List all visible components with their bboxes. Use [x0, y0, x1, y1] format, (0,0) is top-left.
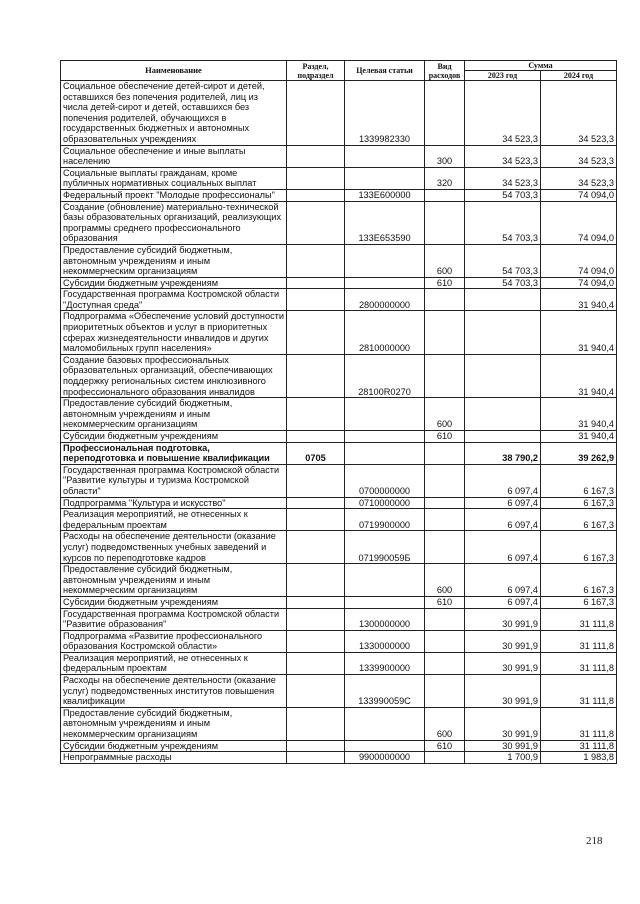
cell-expense-type	[425, 289, 465, 311]
cell-target-code	[345, 431, 425, 443]
cell-name: Субсидии бюджетным учреждениям	[61, 431, 287, 443]
table-body	[61, 81, 617, 764]
cell-section	[287, 277, 345, 289]
cell-sum-2023: 6 097,4	[465, 464, 541, 497]
cell-sum-2023: 6 097,4	[465, 509, 541, 531]
cell-target-code: 28100R0270	[345, 354, 425, 397]
cell-target-code	[345, 145, 425, 167]
table-row	[61, 497, 617, 509]
cell-sum-2023	[465, 398, 541, 431]
cell-section	[287, 189, 345, 201]
table-row	[61, 431, 617, 443]
header-section: Раздел, подраздел	[287, 61, 345, 81]
table-row	[61, 201, 617, 244]
cell-name: Непрограммные расходы	[61, 752, 287, 764]
table-row	[61, 354, 617, 397]
header-sum: Сумма	[465, 61, 617, 71]
cell-section	[287, 464, 345, 497]
budget-table	[60, 60, 617, 764]
cell-sum-2023: 34 523,3	[465, 81, 541, 146]
cell-name: Профессиональная подготовка, переподготовка и повышение квалификации	[61, 442, 287, 464]
cell-section	[287, 531, 345, 564]
cell-expense-type	[425, 531, 465, 564]
cell-name: Предоставление субсидий бюджетным, автономным учреждениям и иным некоммерческим организациям	[61, 244, 287, 277]
table-row	[61, 311, 617, 354]
cell-expense-type: 610	[425, 431, 465, 443]
table-row	[61, 277, 617, 289]
cell-sum-2024: 6 167,3	[541, 497, 617, 509]
cell-sum-2024: 31 111,8	[541, 707, 617, 740]
cell-sum-2024: 34 523,3	[541, 145, 617, 167]
table-row	[61, 509, 617, 531]
cell-name: Государственная программа Костромской области "Доступная среда"	[61, 289, 287, 311]
cell-section	[287, 740, 345, 752]
cell-sum-2024: 31 111,8	[541, 740, 617, 752]
cell-sum-2023: 54 703,3	[465, 277, 541, 289]
cell-expense-type: 600	[425, 244, 465, 277]
cell-name: Предоставление субсидий бюджетным, автономным учреждениям и иным некоммерческим организациям	[61, 707, 287, 740]
cell-section	[287, 752, 345, 764]
cell-section	[287, 509, 345, 531]
table-row	[61, 608, 617, 630]
cell-section	[287, 630, 345, 652]
cell-sum-2023	[465, 431, 541, 443]
cell-expense-type	[425, 630, 465, 652]
cell-name: Государственная программа Костромской области "Развитие образования"	[61, 608, 287, 630]
cell-target-code	[345, 596, 425, 608]
table-row	[61, 652, 617, 674]
cell-section	[287, 608, 345, 630]
cell-sum-2024: 74 094,0	[541, 277, 617, 289]
cell-section	[287, 497, 345, 509]
cell-sum-2023: 1 700,9	[465, 752, 541, 764]
cell-sum-2024: 31 940,4	[541, 431, 617, 443]
cell-expense-type	[425, 497, 465, 509]
cell-expense-type	[425, 311, 465, 354]
cell-expense-type	[425, 442, 465, 464]
table-header	[61, 61, 617, 81]
table-row	[61, 167, 617, 189]
cell-expense-type	[425, 81, 465, 146]
cell-name: Предоставление субсидий бюджетным, автономным учреждениям и иным некоммерческим организациям	[61, 564, 287, 597]
table-row	[61, 707, 617, 740]
cell-sum-2023: 6 097,4	[465, 564, 541, 597]
cell-sum-2024: 6 167,3	[541, 509, 617, 531]
cell-sum-2024: 31 940,4	[541, 398, 617, 431]
cell-sum-2024: 31 111,8	[541, 608, 617, 630]
cell-sum-2024: 31 940,4	[541, 289, 617, 311]
cell-name: Подпрограмма «Обеспечение условий доступности приоритетных объектов и услуг в приоритетных сферах жизнедеятельности инвалидов и других маломобильных групп населения»	[61, 311, 287, 354]
cell-sum-2024: 6 167,3	[541, 464, 617, 497]
cell-expense-type	[425, 189, 465, 201]
cell-sum-2024: 1 983,8	[541, 752, 617, 764]
cell-sum-2023: 54 703,3	[465, 244, 541, 277]
cell-section	[287, 244, 345, 277]
cell-expense-type: 600	[425, 707, 465, 740]
cell-target-code: 071990059Б	[345, 531, 425, 564]
header-target: Целевая статьи	[345, 61, 425, 81]
table-row	[61, 564, 617, 597]
cell-target-code	[345, 740, 425, 752]
page-number: 218	[586, 835, 603, 847]
cell-name: Расходы на обеспечение деятельности (оказание услуг) подведомственных учебных заведений и курсов по переподготовке кадров	[61, 531, 287, 564]
cell-sum-2023: 30 991,9	[465, 630, 541, 652]
cell-section	[287, 431, 345, 443]
cell-expense-type	[425, 354, 465, 397]
cell-name: Предоставление субсидий бюджетным, автономным учреждениям и иным некоммерческим организациям	[61, 398, 287, 431]
cell-section	[287, 81, 345, 146]
table-row	[61, 398, 617, 431]
cell-target-code	[345, 707, 425, 740]
cell-expense-type	[425, 752, 465, 764]
table-row	[61, 740, 617, 752]
cell-sum-2023: 54 703,3	[465, 201, 541, 244]
cell-name: Субсидии бюджетным учреждениям	[61, 596, 287, 608]
cell-sum-2023: 34 523,3	[465, 145, 541, 167]
header-name: Наименование	[61, 61, 287, 81]
cell-sum-2023: 6 097,4	[465, 531, 541, 564]
cell-target-code: 1339900000	[345, 652, 425, 674]
cell-target-code: 1339982330	[345, 81, 425, 146]
cell-section: 0705	[287, 442, 345, 464]
table-row	[61, 596, 617, 608]
cell-name: Расходы на обеспечение деятельности (оказание услуг) подведомственных институтов повышения квалификации	[61, 675, 287, 708]
cell-name: Субсидии бюджетным учреждениям	[61, 740, 287, 752]
cell-section	[287, 289, 345, 311]
cell-section	[287, 398, 345, 431]
cell-name: Создание базовых профессиональных образовательных организаций, обеспечивающих поддержку региональных систем инклюзивного профессионального образования инвалидов	[61, 354, 287, 397]
cell-sum-2023: 30 991,9	[465, 740, 541, 752]
cell-name: Субсидии бюджетным учреждениям	[61, 277, 287, 289]
cell-expense-type	[425, 201, 465, 244]
cell-target-code: 1330000000	[345, 630, 425, 652]
cell-name: Подпрограмма "Культура и искусство"	[61, 497, 287, 509]
table-row	[61, 630, 617, 652]
cell-sum-2024: 6 167,3	[541, 564, 617, 597]
cell-target-code: 1300000000	[345, 608, 425, 630]
header-year-2023: 2023 год	[465, 71, 541, 81]
cell-target-code: 0710000000	[345, 497, 425, 509]
cell-sum-2023: 6 097,4	[465, 596, 541, 608]
cell-sum-2023: 6 097,4	[465, 497, 541, 509]
cell-section	[287, 167, 345, 189]
cell-target-code	[345, 442, 425, 464]
cell-target-code: 2810000000	[345, 311, 425, 354]
cell-sum-2023: 30 991,9	[465, 608, 541, 630]
cell-sum-2023: 54 703,3	[465, 189, 541, 201]
cell-sum-2024: 6 167,3	[541, 531, 617, 564]
cell-name: Реализация мероприятий, не отнесенных к федеральным проектам	[61, 509, 287, 531]
cell-target-code: 133Е600000	[345, 189, 425, 201]
cell-expense-type: 600	[425, 398, 465, 431]
cell-section	[287, 564, 345, 597]
cell-sum-2024: 31 940,4	[541, 354, 617, 397]
cell-expense-type	[425, 675, 465, 708]
cell-expense-type: 610	[425, 596, 465, 608]
cell-name: Федеральный проект "Молодые профессионалы"	[61, 189, 287, 201]
table-row	[61, 244, 617, 277]
cell-target-code: 0700000000	[345, 464, 425, 497]
cell-sum-2023: 30 991,9	[465, 652, 541, 674]
cell-section	[287, 201, 345, 244]
table-row	[61, 289, 617, 311]
cell-target-code	[345, 277, 425, 289]
table-row	[61, 81, 617, 146]
cell-section	[287, 145, 345, 167]
cell-sum-2024: 74 094,0	[541, 244, 617, 277]
cell-sum-2024: 34 523,3	[541, 167, 617, 189]
cell-expense-type: 300	[425, 145, 465, 167]
table-row	[61, 442, 617, 464]
cell-sum-2024: 39 262,9	[541, 442, 617, 464]
cell-expense-type	[425, 652, 465, 674]
cell-sum-2024: 31 940,4	[541, 311, 617, 354]
cell-sum-2024: 6 167,3	[541, 596, 617, 608]
cell-expense-type: 600	[425, 564, 465, 597]
cell-name: Реализация мероприятий, не отнесенных к федеральным проектам	[61, 652, 287, 674]
cell-expense-type: 610	[425, 277, 465, 289]
cell-expense-type	[425, 608, 465, 630]
cell-target-code: 2800000000	[345, 289, 425, 311]
table-row	[61, 675, 617, 708]
cell-section	[287, 707, 345, 740]
table-row	[61, 752, 617, 764]
table-row	[61, 531, 617, 564]
cell-target-code	[345, 167, 425, 189]
cell-section	[287, 675, 345, 708]
header-type: Вид расходов	[425, 61, 465, 81]
cell-expense-type: 610	[425, 740, 465, 752]
cell-section	[287, 354, 345, 397]
cell-name: Социальное обеспечение и иные выплаты населению	[61, 145, 287, 167]
cell-name: Подпрограмма «Развитие профессионального образования Костромской области»	[61, 630, 287, 652]
cell-name: Социальное обеспечение детей-сирот и детей, оставшихся без попечения родителей, лиц из числа детей-сирот и детей, оставшихся без попечения родителей, обучающихся в государственных бюджетных и автономных образовательных учреждениях	[61, 81, 287, 146]
cell-target-code: 9900000000	[345, 752, 425, 764]
cell-sum-2023	[465, 289, 541, 311]
cell-name: Социальные выплаты гражданам, кроме публичных нормативных социальных выплат	[61, 167, 287, 189]
cell-sum-2023: 30 991,9	[465, 707, 541, 740]
cell-sum-2024: 74 094,0	[541, 189, 617, 201]
cell-target-code: 133Е653590	[345, 201, 425, 244]
table-row	[61, 464, 617, 497]
cell-expense-type: 320	[425, 167, 465, 189]
cell-expense-type	[425, 509, 465, 531]
table-row	[61, 189, 617, 201]
table-row	[61, 145, 617, 167]
cell-name: Создание (обновление) материально-технической базы образовательных организаций, реализующих программы среднего профессионального образования	[61, 201, 287, 244]
cell-sum-2023: 34 523,3	[465, 167, 541, 189]
cell-target-code	[345, 244, 425, 277]
cell-section	[287, 311, 345, 354]
cell-expense-type	[425, 464, 465, 497]
cell-sum-2023	[465, 354, 541, 397]
cell-sum-2023: 38 790,2	[465, 442, 541, 464]
cell-sum-2024: 74 094,0	[541, 201, 617, 244]
cell-section	[287, 596, 345, 608]
cell-name: Государственная программа Костромской области "Развитие культуры и туризма Костромской области"	[61, 464, 287, 497]
cell-target-code: 133990059С	[345, 675, 425, 708]
cell-target-code: 0719900000	[345, 509, 425, 531]
cell-sum-2023	[465, 311, 541, 354]
cell-section	[287, 652, 345, 674]
header-year-2024: 2024 год	[541, 71, 617, 81]
cell-sum-2024: 31 111,8	[541, 652, 617, 674]
cell-target-code	[345, 398, 425, 431]
cell-sum-2023: 30 991,9	[465, 675, 541, 708]
cell-target-code	[345, 564, 425, 597]
cell-sum-2024: 31 111,8	[541, 675, 617, 708]
cell-sum-2024: 31 111,8	[541, 630, 617, 652]
cell-sum-2024: 34 523,3	[541, 81, 617, 146]
